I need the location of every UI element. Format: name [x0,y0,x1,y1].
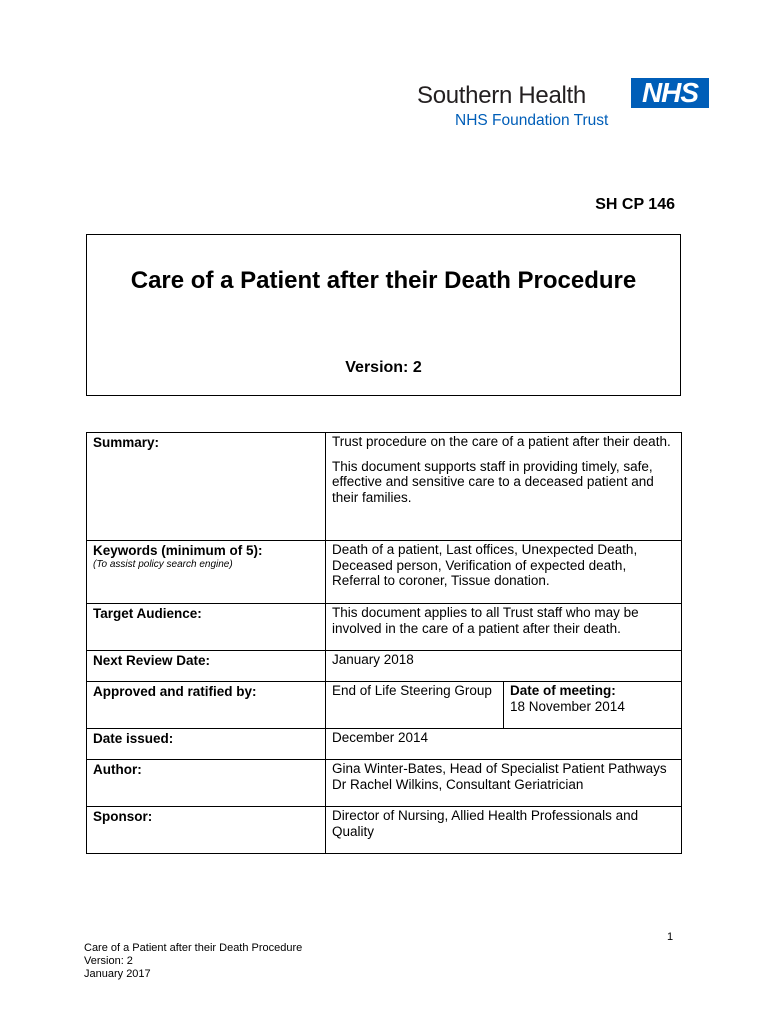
document-version: Version: 2 [345,359,422,376]
keywords-row [87,541,682,604]
issued-row [87,729,682,760]
approved-value: End of Life Steering Group [326,682,504,729]
audience-value: This document applies to all Trust staff who may be involved in the care of a patient after their death. [326,604,682,651]
keywords-value: Death of a patient, Last offices, Unexpected Death, Deceased person, Verification of expected death, Referral to coroner, Tissue donation. [326,541,682,604]
review-label: Next Review Date: [87,651,326,682]
title-box [86,234,681,396]
summary-paragraph-2: This document supports staff in providing timely, safe, effective and sensitive care to a deceased patient and their families. [332,458,654,505]
keywords-label: Keywords (minimum of 5): [93,543,263,558]
review-row [87,651,682,682]
org-name: Southern Health [417,82,586,109]
document-code: SH CP 146 [595,196,675,213]
meeting-value: 18 November 2014 [510,698,625,714]
org-subtitle: NHS Foundation Trust [455,112,609,129]
approved-label: Approved and ratified by: [87,682,326,729]
review-value: January 2018 [326,651,682,682]
summary-label: Summary: [87,433,326,541]
sponsor-row [87,807,682,854]
summary-row [87,433,682,541]
author-row [87,760,682,807]
nhs-logo: NHS [631,78,709,108]
meeting-label: Date of meeting: [510,683,616,698]
keywords-label-cell [87,541,326,604]
issued-label: Date issued: [87,729,326,760]
author-label: Author: [87,760,326,807]
keywords-hint: (To assist policy search engine) [93,558,233,570]
summary-paragraph-1: Trust procedure on the care of a patient after their death. [332,434,671,449]
footer-version: Version: 2 [84,955,133,967]
page-number: 1 [667,931,674,943]
document-info-table [86,432,682,854]
sponsor-value: Director of Nursing, Allied Health Professionals and Quality [326,807,682,854]
audience-row [87,604,682,651]
meeting-cell [504,682,682,729]
approved-row [87,682,682,729]
author-value [326,760,682,807]
audience-label: Target Audience: [87,604,326,651]
issued-value: December 2014 [326,729,682,760]
document-title: Care of a Patient after their Death Procedure [130,267,637,294]
sponsor-label: Sponsor: [87,807,326,854]
page-footer [84,942,302,981]
author-line-2: Dr Rachel Wilkins, Consultant Geriatrician [332,776,584,792]
author-line-1: Gina Winter-Bates, Head of Specialist Patient Pathways [332,761,667,776]
footer-title: Care of a Patient after their Death Procedure [84,942,303,954]
summary-value [326,433,682,541]
footer-date: January 2017 [84,968,151,980]
